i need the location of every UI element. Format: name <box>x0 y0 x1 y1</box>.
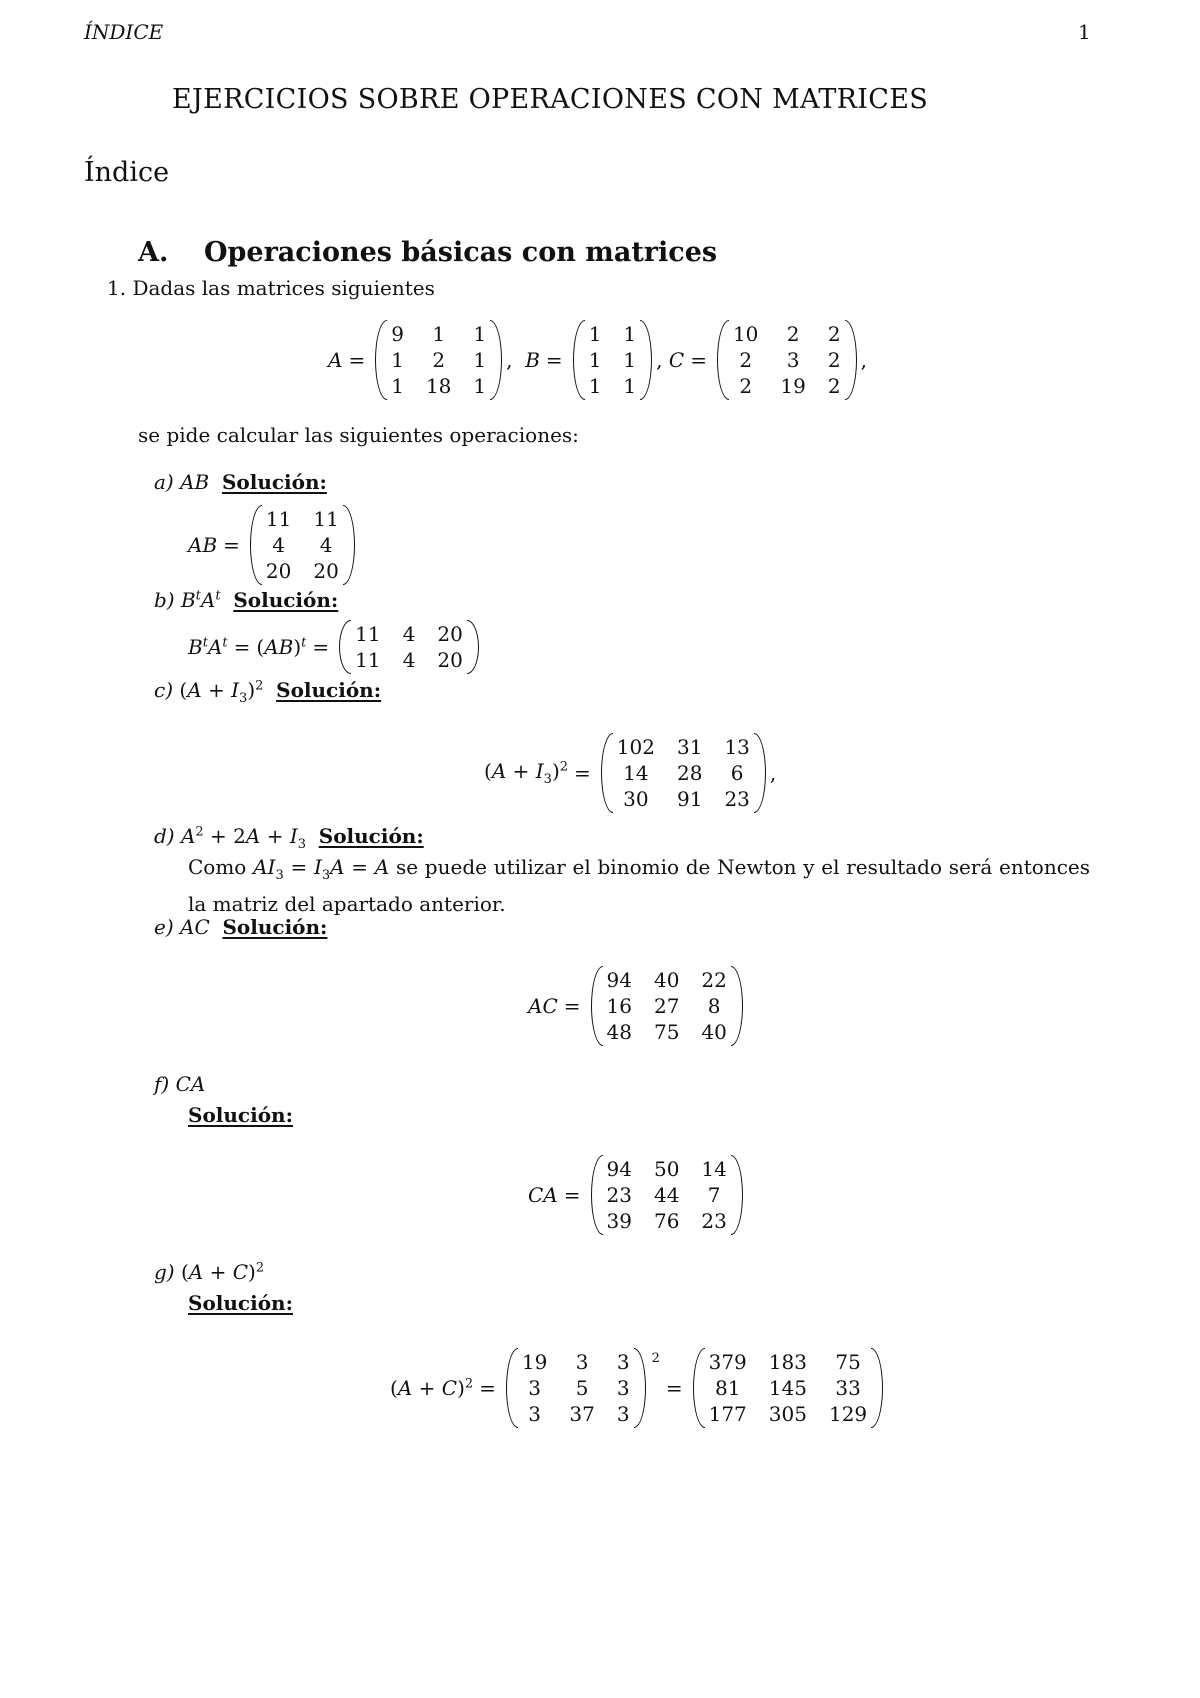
matrix-cell: 1 <box>473 348 487 372</box>
item-e-op: AC <box>180 915 210 939</box>
problem-intro-text: Dadas las matrices siguientes <box>132 276 435 300</box>
solution-label-a: Solución: <box>221 470 327 494</box>
document-title: EJERCICIOS SOBRE OPERACIONES CON MATRICES <box>171 84 929 115</box>
matrix-cell: 1 <box>391 348 404 372</box>
matrix-cell: 102 <box>616 735 655 759</box>
matrix-cell: 4 <box>319 533 333 557</box>
solution-label-e: Solución: <box>222 915 328 939</box>
index-heading: Índice <box>84 157 170 188</box>
result-matrix-btat <box>339 620 479 674</box>
matrix-cell: 1 <box>473 322 487 346</box>
matrix-cell: 3 <box>616 1350 630 1374</box>
matrix-cell: 39 <box>606 1209 632 1233</box>
matrix-cell: 3 <box>575 1350 589 1374</box>
item-f-solution: CA = 94 50 14 23 44 7 39 76 23 <box>528 1155 747 1235</box>
matrix-cell: 31 <box>676 735 703 759</box>
matrix-cell: 2 <box>827 348 841 372</box>
item-f-label: f) <box>154 1072 170 1096</box>
item-b: b) $B^tA^t$ Solución: <box>154 588 339 612</box>
matrix-cell: 4 <box>402 648 416 672</box>
matrix-cell: 76 <box>653 1209 680 1233</box>
matrix-cell: 23 <box>724 787 750 811</box>
matrix-cell: 22 <box>701 968 727 992</box>
matrix-cell: 3 <box>786 348 800 372</box>
matrix-cell: 145 <box>768 1376 807 1400</box>
matrix-cell: 1 <box>623 374 637 398</box>
item-g-label: g) <box>154 1260 175 1284</box>
section-number: A. <box>138 237 169 268</box>
matrix-cell: 75 <box>835 1350 861 1374</box>
item-f-solution-heading <box>188 1103 293 1127</box>
matrix-cell: 1 <box>391 374 404 398</box>
solution-label-c: Solución: <box>276 678 382 702</box>
matrix-cell: 379 <box>708 1350 747 1374</box>
matrix-c <box>717 320 857 400</box>
matrix-cell: 91 <box>676 787 703 811</box>
matrix-a-plus-c <box>506 1348 646 1428</box>
section-heading <box>138 237 717 268</box>
item-c: c) $(A + I_3)^2$ Solución: <box>154 678 382 706</box>
matrix-cell: 3 <box>528 1402 542 1426</box>
matrix-cell: 6 <box>730 761 744 785</box>
matrix-cell: 48 <box>606 1020 632 1044</box>
solution-label-b: Solución: <box>233 588 339 612</box>
result-matrix-a-plus-i-squared <box>601 733 766 813</box>
matrix-a <box>375 320 502 400</box>
item-a-op: AB <box>180 470 210 494</box>
matrix-cell: 305 <box>768 1402 807 1426</box>
matrix-cell: 23 <box>606 1183 632 1207</box>
item-e <box>154 915 327 939</box>
matrix-cell: 13 <box>724 735 750 759</box>
matrix-cell: 177 <box>708 1402 747 1426</box>
solution-label-f: Solución: <box>188 1103 293 1127</box>
item-g: g) $(A + C)^2$ <box>154 1260 265 1284</box>
matrix-cell: 1 <box>588 348 602 372</box>
matrix-cell: 94 <box>606 968 632 992</box>
matrix-cell: 11 <box>313 507 339 531</box>
matrix-cell: 8 <box>707 994 721 1018</box>
result-matrix-a-plus-c-squared <box>693 1348 884 1428</box>
matrix-cell: 11 <box>355 648 381 672</box>
matrix-cell: 4 <box>402 622 416 646</box>
item-d: d) $A^2 + 2A + I_3$ Solución: <box>154 824 424 852</box>
page-number: 1 <box>1078 20 1091 44</box>
problem-number: 1. <box>107 276 127 300</box>
problem-ask: se pide calcular las siguientes operaciones: <box>138 423 579 447</box>
solution-label-g: Solución: <box>188 1291 293 1315</box>
item-f <box>154 1072 205 1096</box>
matrix-cell: 27 <box>653 994 680 1018</box>
matrix-cell: 94 <box>606 1157 632 1181</box>
matrix-cell: 50 <box>653 1157 680 1181</box>
matrix-cell: 14 <box>623 761 649 785</box>
matrix-cell: 20 <box>437 648 463 672</box>
solution-label-d: Solución: <box>318 824 424 848</box>
matrix-cell: 28 <box>676 761 703 785</box>
matrix-b <box>573 320 652 400</box>
matrix-cell: 81 <box>714 1376 741 1400</box>
result-matrix-ca <box>591 1155 743 1235</box>
matrix-cell: 37 <box>569 1402 595 1426</box>
matrix-cell: 11 <box>355 622 381 646</box>
matrix-cell: 3 <box>616 1402 630 1426</box>
problem-intro <box>107 276 435 300</box>
item-e-label: e) <box>154 915 174 939</box>
matrix-cell: 20 <box>313 559 339 583</box>
matrix-cell: 129 <box>828 1402 868 1426</box>
matrix-cell: 1 <box>432 322 446 346</box>
item-c-solution: $(A + I_3)^2$ = 102 31 13 14 28 6 30 91 23 , <box>484 735 777 811</box>
item-b-solution: $B^tA^t$ = (AB)$^t$ = 11 4 20 11 4 20 <box>188 620 483 674</box>
item-f-op: CA <box>175 1072 206 1096</box>
matrix-cell: 1 <box>623 322 637 346</box>
matrix-cell: 18 <box>425 374 452 398</box>
matrix-cell: 1 <box>588 374 602 398</box>
item-d-explanation: Como $AI_3 = I_3A = A$ se puede utilizar el binomio de Newton y el resultado será entonces la matriz del apartado anterior. <box>188 855 1091 916</box>
matrix-cell: 2 <box>739 374 753 398</box>
matrix-cell: 7 <box>707 1183 721 1207</box>
matrix-cell: 2 <box>432 348 446 372</box>
matrix-cell: 19 <box>780 374 806 398</box>
matrix-cell: 20 <box>265 559 292 583</box>
matrix-cell: 1 <box>473 374 487 398</box>
section-title: Operaciones básicas con matrices <box>204 237 718 268</box>
matrix-cell: 2 <box>827 374 841 398</box>
item-e-solution: AC = 94 40 22 16 27 8 48 75 40 <box>528 966 747 1046</box>
matrix-cell: 2 <box>739 348 753 372</box>
item-a <box>154 470 327 494</box>
matrix-cell: 23 <box>701 1209 727 1233</box>
matrix-cell: 14 <box>701 1157 727 1181</box>
given-matrices-equation: A = 9 1 1 1 2 1 1 18 1 , B = 1 1 1 1 1 1 , C = 10 2 2 2 3 2 2 19 2 , <box>328 322 867 398</box>
matrix-cell: 30 <box>623 787 649 811</box>
matrix-cell: 2 <box>786 322 800 346</box>
matrix-cell: 75 <box>653 1020 680 1044</box>
matrix-cell: 40 <box>653 968 680 992</box>
matrix-cell: 2 <box>827 322 841 346</box>
matrix-cell: 33 <box>835 1376 861 1400</box>
matrix-cell: 20 <box>437 622 463 646</box>
matrix-cell: 3 <box>528 1376 542 1400</box>
matrix-cell: 1 <box>623 348 637 372</box>
matrix-cell: 11 <box>265 507 292 531</box>
item-g-solution-heading <box>188 1291 293 1315</box>
matrix-cell: 40 <box>701 1020 727 1044</box>
item-a-label: a) <box>154 470 174 494</box>
result-matrix-ab <box>250 505 355 585</box>
matrix-cell: 16 <box>606 994 632 1018</box>
item-b-label: b) <box>154 588 175 612</box>
matrix-cell: 183 <box>768 1350 807 1374</box>
matrix-cell: 19 <box>521 1350 548 1374</box>
matrix-cell: 44 <box>653 1183 680 1207</box>
matrix-cell: 3 <box>616 1376 630 1400</box>
matrix-cell: 10 <box>732 322 759 346</box>
item-c-label: c) <box>154 678 174 702</box>
item-a-solution: AB = 11 11 4 4 20 20 <box>188 505 359 585</box>
matrix-cell: 5 <box>575 1376 589 1400</box>
item-d-label: d) <box>154 824 175 848</box>
result-matrix-ac <box>591 966 743 1046</box>
running-header: ÍNDICE <box>84 20 164 44</box>
matrix-cell: 4 <box>272 533 285 557</box>
matrix-cell: 9 <box>391 322 404 346</box>
item-g-solution: $(A + C)^2$ = 19 3 3 3 5 3 3 37 3 2 = 379 183 75 81 145 33 177 305 129 <box>390 1348 887 1428</box>
matrix-cell: 1 <box>588 322 602 346</box>
